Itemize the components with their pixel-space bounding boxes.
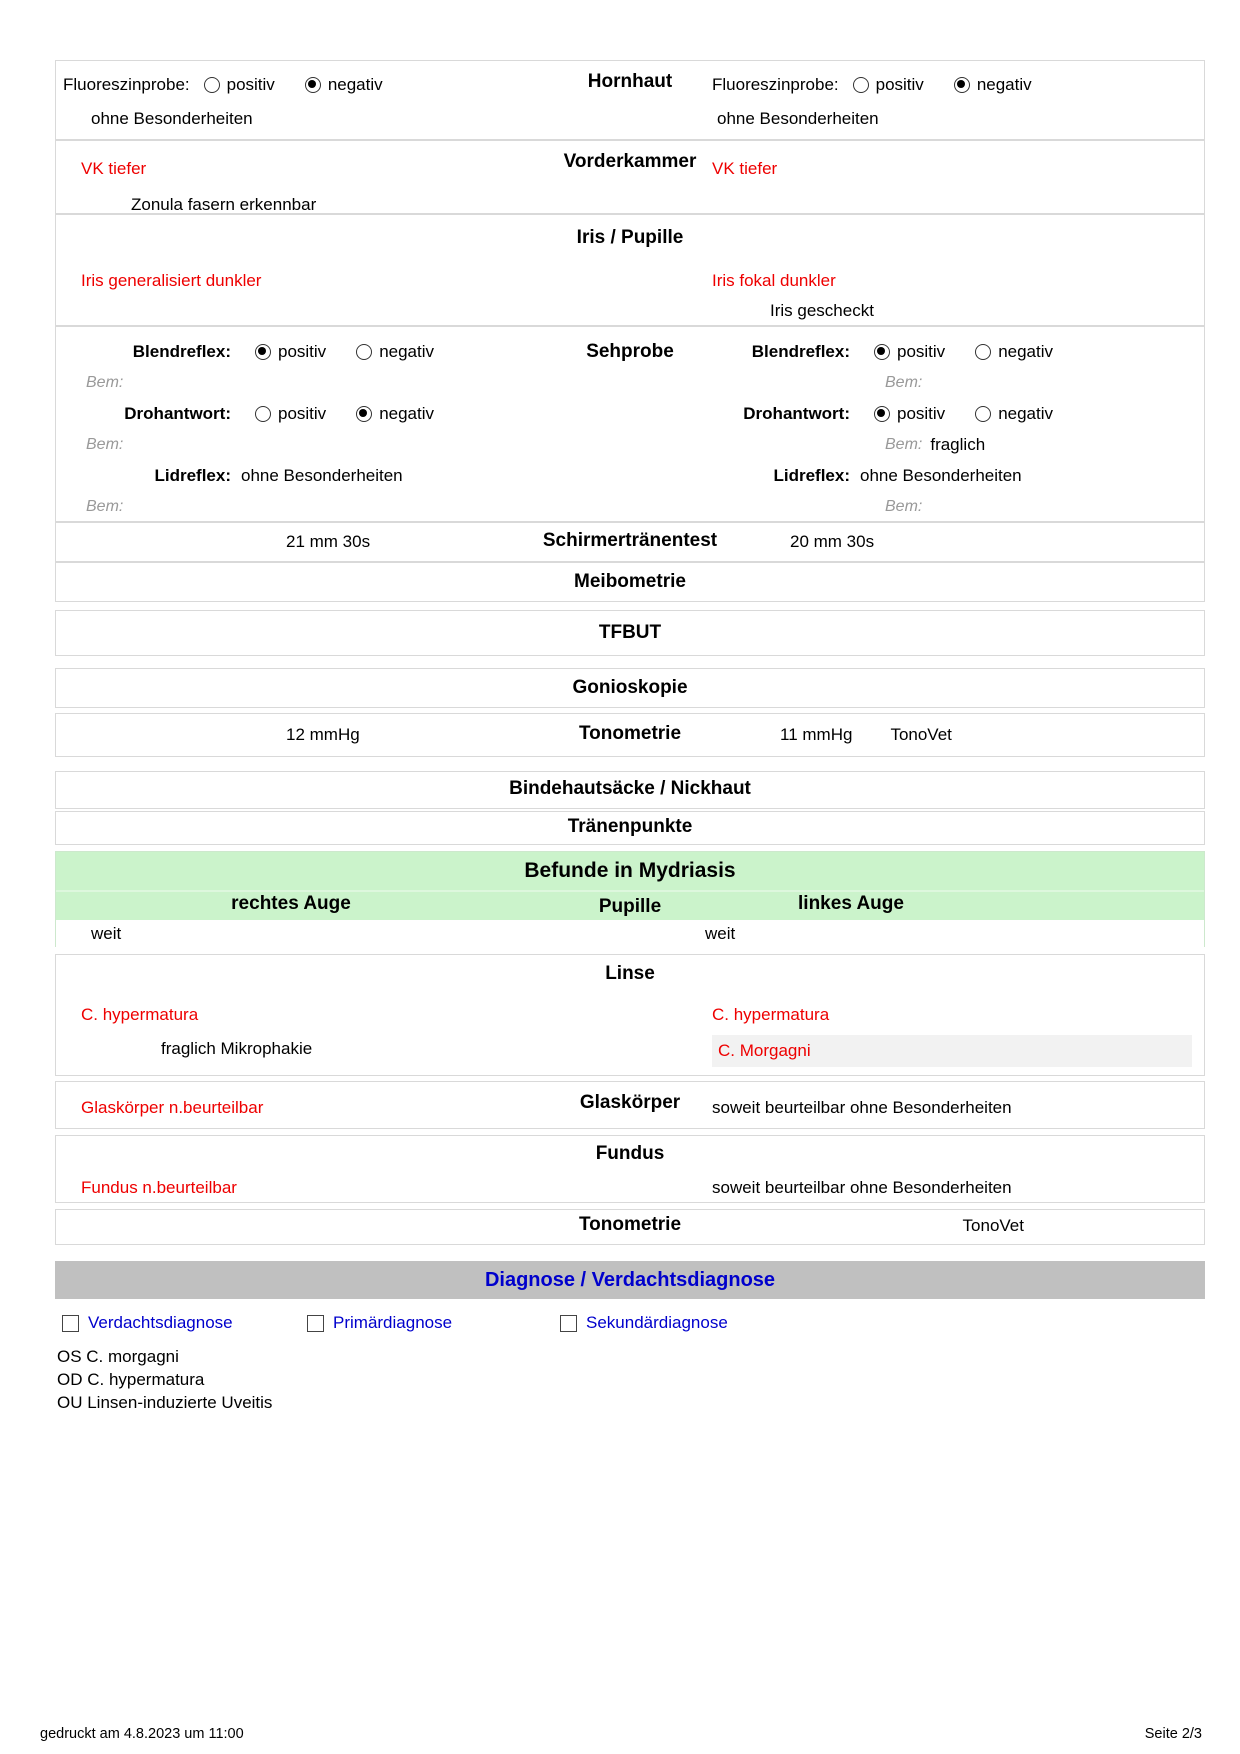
bem-label: Bem: — [885, 435, 923, 453]
radio-button-icon[interactable] — [975, 406, 991, 422]
checkbox-label: Primärdiagnose — [333, 1313, 453, 1332]
radio-label: positiv — [226, 75, 275, 94]
drohantwort-bem-right: fraglich — [930, 434, 986, 454]
section-title-traenenpunkte: Tränenpunkte — [567, 816, 693, 837]
vorderkammer-finding-left: VK tiefer — [81, 159, 147, 178]
diagnose-line: OU Linsen-induzierte Uveitis — [57, 1393, 273, 1412]
section-gonioskopie — [55, 668, 1205, 708]
section-sehprobe — [55, 326, 1205, 522]
section-title-linse: Linse — [605, 963, 655, 984]
lidreflex-value-left: ohne Besonderheiten — [241, 465, 403, 485]
right-eye-header: rechtes Auge — [231, 893, 351, 914]
radio-button-icon[interactable] — [255, 406, 271, 422]
section-title-tonometrie: Tonometrie — [578, 723, 682, 744]
lidreflex-label-right: Lidreflex: — [773, 465, 850, 485]
bem-label: Bem: — [885, 497, 923, 515]
mydriasis-band-title: Befunde in Mydriasis — [56, 852, 1204, 890]
radio-label: negativ — [976, 75, 1032, 94]
drohantwort-label-right: Drohantwort: — [743, 403, 850, 423]
glaskoerper-finding-left: Glaskörper n.beurteilbar — [81, 1098, 264, 1117]
vorderkammer-finding-right: VK tiefer — [712, 159, 778, 178]
page-footer — [40, 1726, 1202, 1742]
drohantwort-left-negativ-group — [356, 404, 434, 424]
section-title-hornhaut: Hornhaut — [587, 71, 673, 92]
section-title-tonometrie-2: Tonometrie — [578, 1214, 682, 1235]
radio-label: negativ — [327, 75, 383, 94]
blendreflex-label-right: Blendreflex: — [751, 341, 850, 361]
bem-label: Bem: — [86, 497, 124, 515]
radio-label: positiv — [875, 75, 924, 94]
radio-label: negativ — [379, 341, 435, 361]
section-title-meibometrie: Meibometrie — [574, 571, 686, 592]
tonometrie-value-right: 11 mmHg — [780, 725, 853, 744]
linse-note-left: fraglich Mikrophakie — [161, 1039, 313, 1058]
iris-note-right: Iris gescheckt — [770, 301, 874, 320]
section-title-pupille: Pupille — [598, 896, 662, 917]
linse-finding-right: C. hypermatura — [712, 1005, 830, 1024]
pupille-value-left: weit — [91, 924, 122, 943]
blendreflex-label-left: Blendreflex: — [132, 341, 231, 361]
drohantwort-right-negativ-group — [975, 404, 1053, 424]
diagnose-text-block — [55, 1347, 1205, 1416]
schirmer-value-left: 21 mm 30s — [286, 532, 371, 551]
linse-note-right-highlight — [712, 1035, 1192, 1067]
radio-label: positiv — [278, 403, 327, 423]
verdachtsdiagnose-option — [62, 1313, 233, 1333]
section-vorderkammer — [55, 140, 1205, 214]
tonometrie-value-left: 12 mmHg — [286, 725, 360, 744]
lidreflex-label-left: Lidreflex: — [154, 465, 231, 485]
bem-label: Bem: — [885, 373, 923, 391]
radio-label: negativ — [998, 341, 1054, 361]
glaskoerper-value-right: soweit beurteilbar ohne Besonderheiten — [712, 1098, 1012, 1117]
section-linse — [55, 954, 1205, 1076]
bem-label: Bem: — [86, 435, 124, 453]
section-bindehautsaecke — [55, 771, 1205, 809]
iris-finding-left: Iris generalisiert dunkler — [81, 271, 262, 290]
radio-label: positiv — [278, 341, 327, 361]
section-traenenpunkte — [55, 811, 1205, 845]
print-timestamp: gedruckt am 4.8.2023 um 11:00 — [40, 1726, 244, 1742]
diagnose-line: OS C. morgagni — [57, 1347, 179, 1366]
section-title-iris-pupille: Iris / Pupille — [576, 227, 684, 248]
drohantwort-left-positiv-group — [255, 404, 326, 424]
diagnose-line: OD C. hypermatura — [57, 1370, 205, 1389]
sekundaerdiagnose-option — [560, 1313, 728, 1333]
section-schirmertraenentest — [55, 522, 1205, 562]
checkbox-icon[interactable] — [62, 1315, 79, 1332]
tonometrie-2-device: TonoVet — [962, 1216, 1024, 1235]
primaerdiagnose-option — [307, 1313, 452, 1333]
section-title-vorderkammer: Vorderkammer — [563, 151, 697, 172]
radio-button-icon[interactable] — [874, 406, 890, 422]
checkbox-icon[interactable] — [307, 1315, 324, 1332]
radio-label: positiv — [897, 403, 946, 423]
section-title-glaskoerper: Glaskörper — [579, 1092, 681, 1113]
section-title-tfbut: TFBUT — [598, 622, 662, 643]
checkbox-label: Verdachtsdiagnose — [88, 1313, 233, 1332]
section-iris-pupille — [55, 214, 1205, 326]
bem-label: Bem: — [86, 373, 124, 391]
fluoreszin-label-left: Fluoreszinprobe: — [63, 75, 190, 94]
linse-note-right: C. Morgagni — [718, 1041, 811, 1060]
radio-label: negativ — [379, 403, 435, 423]
section-title-gonioskopie: Gonioskopie — [572, 677, 688, 698]
left-eye-header: linkes Auge — [798, 893, 904, 914]
section-title-schirmer: Schirmertränentest — [542, 530, 718, 551]
hornhaut-note-right: ohne Besonderheiten — [717, 109, 879, 128]
fluoreszin-label-right: Fluoreszinprobe: — [712, 75, 839, 94]
fundus-finding-left: Fundus n.beurteilbar — [81, 1178, 237, 1197]
section-meibometrie — [55, 562, 1205, 602]
diagnose-band: Diagnose / Verdachtsdiagnose — [55, 1261, 1205, 1299]
hornhaut-note-left: ohne Besonderheiten — [91, 109, 253, 128]
page-number: Seite 2/3 — [1144, 1726, 1202, 1742]
pupille-value-right: weit — [705, 924, 736, 943]
section-fundus — [55, 1135, 1205, 1203]
section-tonometrie — [55, 713, 1205, 757]
radio-label: positiv — [897, 341, 946, 361]
linse-finding-left: C. hypermatura — [81, 1005, 199, 1024]
section-glaskoerper — [55, 1081, 1205, 1129]
checkbox-label: Sekundärdiagnose — [586, 1313, 728, 1332]
vorderkammer-note-left: Zonula fasern erkennbar — [131, 195, 317, 214]
section-befunde-mydriasis — [55, 851, 1205, 947]
schirmer-value-right: 20 mm 30s — [790, 532, 875, 551]
checkbox-icon[interactable] — [560, 1315, 577, 1332]
iris-finding-right: Iris fokal dunkler — [712, 271, 836, 290]
section-title-sehprobe: Sehprobe — [586, 341, 674, 362]
section-title-fundus: Fundus — [595, 1143, 665, 1164]
diagnose-checkbox-row — [55, 1313, 1205, 1339]
fundus-value-right: soweit beurteilbar ohne Besonderheiten — [712, 1178, 1012, 1197]
section-hornhaut — [55, 60, 1205, 140]
tonometrie-device: TonoVet — [890, 725, 952, 744]
radio-button-icon[interactable] — [356, 406, 372, 422]
radio-label: negativ — [998, 403, 1054, 423]
exam-table — [55, 60, 1205, 1416]
drohantwort-right-positiv-group — [874, 404, 945, 424]
drohantwort-label-left: Drohantwort: — [124, 403, 231, 423]
section-tfbut — [55, 610, 1205, 656]
section-title-bindehautsaecke: Bindehautsäcke / Nickhaut — [509, 778, 751, 799]
section-tonometrie-2 — [55, 1209, 1205, 1245]
lidreflex-value-right: ohne Besonderheiten — [860, 465, 1022, 485]
